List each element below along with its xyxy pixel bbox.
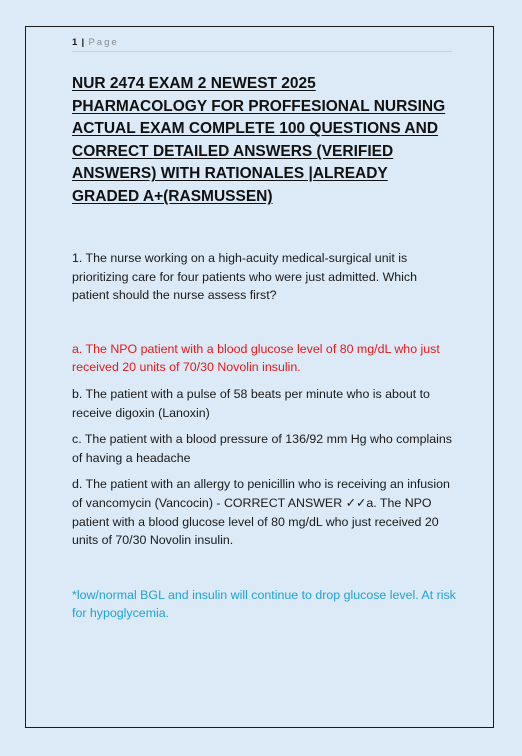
option-a: a. The NPO patient with a blood glucose level of 80 mg/dL who just received 20 units of 70/30 Novolin insulin. bbox=[72, 341, 440, 375]
rationale-text: *low/normal BGL and insulin will continue to drop glucose level. At risk for hypoglycemia. bbox=[72, 587, 456, 621]
document-title: NUR 2474 EXAM 2 NEWEST 2025 PHARMACOLOGY FOR PROFFESIONAL NURSING ACTUAL EXAM COMPLETE 100 QUESTIONS AND CORRECT DETAILED ANSWERS (VERIFIED ANSWERS) WITH RATIONALES |ALREADY GRADED A+(RASMUSSEN) bbox=[72, 75, 446, 205]
page-number: 1 bbox=[72, 37, 78, 48]
page-header bbox=[72, 37, 452, 48]
page-separator: | bbox=[81, 37, 85, 48]
question-block bbox=[72, 249, 456, 623]
header-divider bbox=[72, 51, 452, 52]
option-c: c. The patient with a blood pressure of 136/92 mm Hg who complains of having a headache bbox=[72, 432, 452, 465]
page-label: Page bbox=[88, 37, 119, 48]
option-d-with-answer: d. The patient with an allergy to penicillin who is receiving an infusion of vancomycin (Vancocin) - CORRECT ANSWER ✓✓a. The NPO patient with a blood glucose level of 80 mg/dL who just received 20 units of 70/30 Novolin insulin. bbox=[72, 477, 450, 548]
question-text: 1. The nurse working on a high-acuity medical-surgical unit is prioritizing care for four patients who were just admitted. Which patient should the nurse assess first? bbox=[72, 251, 418, 303]
option-b: b. The patient with a pulse of 58 beats per minute who is about to receive digoxin (Lanoxin) bbox=[72, 386, 430, 420]
